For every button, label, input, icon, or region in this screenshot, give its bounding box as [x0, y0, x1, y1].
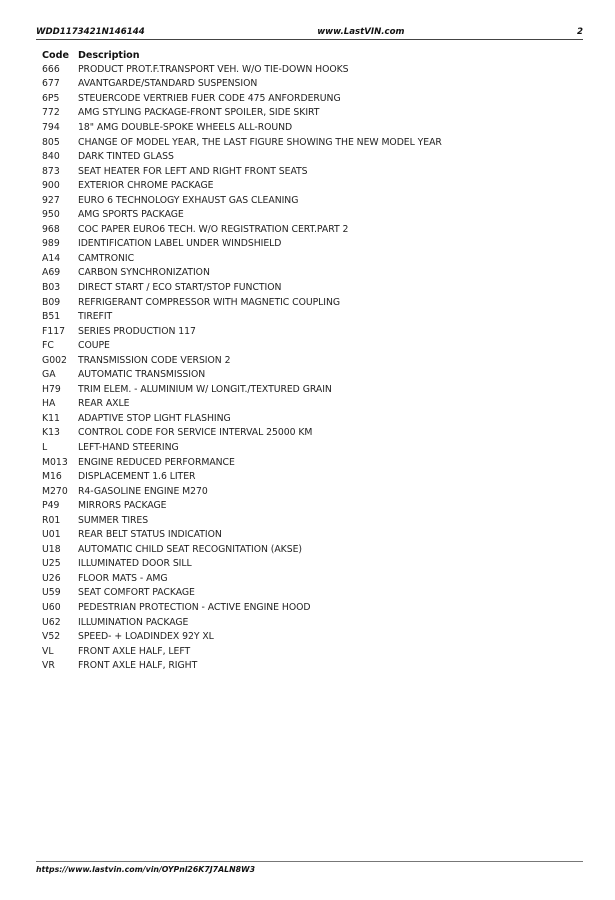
page-header [36, 26, 583, 38]
option-code: 968 [42, 223, 60, 235]
option-description: FLOOR MATS - AMG [78, 572, 168, 584]
option-code: 989 [42, 238, 60, 250]
option-code: G002 [42, 354, 67, 366]
table-row [42, 106, 582, 121]
option-description: SUMMER TIRES [78, 514, 149, 526]
option-code: 950 [42, 209, 60, 221]
option-code: U60 [42, 602, 61, 613]
table-row [42, 120, 582, 135]
option-code: U01 [42, 529, 61, 541]
footer-url[interactable]: https://www.lastvin.com/vin/OYPnl26K7J7ALN8W3 [36, 865, 256, 874]
table-row [42, 178, 582, 193]
option-code: K11 [42, 412, 60, 424]
option-code: 927 [42, 194, 60, 206]
table-row [42, 382, 582, 397]
table-row [42, 164, 582, 179]
table-row [42, 484, 582, 499]
table-row [42, 353, 582, 368]
option-description: PEDESTRIAN PROTECTION - ACTIVE ENGINE HOOD [78, 602, 311, 613]
option-code: U62 [42, 616, 61, 628]
table-row [42, 615, 582, 630]
table-row [42, 338, 582, 353]
option-code: M16 [42, 471, 62, 483]
table-row [42, 237, 582, 252]
header-site[interactable]: www.LastVIN.com [317, 27, 405, 37]
option-code: F117 [42, 325, 66, 337]
option-code: P49 [42, 500, 60, 512]
option-description: ADAPTIVE STOP LIGHT FLASHING [78, 412, 231, 424]
table-row [42, 77, 582, 92]
option-code: M013 [42, 456, 68, 468]
option-code: U59 [42, 587, 61, 599]
table-row [42, 193, 582, 208]
option-description: CAMTRONIC [78, 252, 135, 264]
table-row [42, 324, 582, 339]
option-description: CARBON SYNCHRONIZATION [78, 267, 210, 279]
option-code: B09 [42, 296, 61, 308]
option-description: SPEED- + LOADINDEX 92Y XL [78, 631, 214, 643]
table-row [42, 135, 582, 150]
table-row [42, 528, 582, 543]
option-code: FC [42, 340, 54, 352]
option-code: GA [42, 369, 56, 381]
option-description: FRONT AXLE HALF, RIGHT [78, 660, 198, 672]
option-description: DIRECT START / ECO START/STOP FUNCTION [78, 281, 282, 293]
table-body [42, 62, 582, 673]
option-description: EXTERIOR CHROME PACKAGE [78, 180, 214, 192]
option-code: VL [42, 645, 54, 657]
option-code: K13 [42, 427, 60, 439]
table-row [42, 149, 582, 164]
option-code: B51 [42, 311, 61, 323]
option-description: FRONT AXLE HALF, LEFT [78, 645, 191, 657]
table-row [42, 309, 582, 324]
option-description: STEUERCODE VERTRIEB FUER CODE 475 ANFORDERUNG [78, 92, 341, 104]
option-description: ENGINE REDUCED PERFORMANCE [78, 456, 235, 468]
options-table [42, 48, 582, 673]
option-description: AMG SPORTS PACKAGE [78, 209, 184, 221]
page-number: 2 [577, 27, 583, 37]
option-description: ILLUMINATION PACKAGE [78, 616, 189, 628]
header-vin: WDD1173421N146144 [36, 27, 145, 37]
option-description: DISPLACEMENT 1.6 LITER [78, 471, 196, 483]
table-row [42, 644, 582, 659]
option-description: COC PAPER EURO6 TECH. W/O REGISTRATION CERT.PART 2 [78, 223, 349, 235]
option-code: H79 [42, 383, 61, 395]
option-description: REAR AXLE [78, 398, 130, 410]
option-description: TRIM ELEM. - ALUMINIUM W/ LONGIT./TEXTURED GRAIN [78, 383, 332, 395]
table-row [42, 571, 582, 586]
option-code: 840 [42, 151, 60, 163]
option-code: U25 [42, 558, 61, 570]
table-row [42, 367, 582, 382]
table-row [42, 91, 582, 106]
option-code: A14 [42, 252, 61, 264]
option-code: 6P5 [42, 92, 60, 104]
option-description: COUPE [78, 340, 110, 352]
option-code: M270 [42, 485, 68, 497]
option-description: SERIES PRODUCTION 117 [78, 325, 196, 337]
option-description: DARK TINTED GLASS [78, 151, 174, 163]
option-code: VR [42, 660, 55, 672]
option-code: R01 [42, 514, 61, 526]
table-row [42, 586, 582, 601]
option-description: TIREFIT [78, 311, 113, 323]
option-code: B03 [42, 281, 61, 293]
option-description: 18" AMG DOUBLE-SPOKE WHEELS ALL-ROUND [78, 121, 293, 133]
option-description: LEFT-HAND STEERING [78, 441, 179, 453]
option-description: TRANSMISSION CODE VERSION 2 [78, 354, 231, 366]
option-code: 794 [42, 121, 60, 133]
option-code: HA [42, 398, 56, 410]
option-description: AMG STYLING PACKAGE-FRONT SPOILER, SIDE SKIRT [78, 107, 320, 119]
option-description: CHANGE OF MODEL YEAR, THE LAST FIGURE SHOWING THE NEW MODEL YEAR [78, 136, 442, 148]
option-code: A69 [42, 267, 61, 279]
option-code: U26 [42, 572, 61, 584]
option-code: 900 [42, 180, 60, 192]
table-row [42, 455, 582, 470]
option-code: 805 [42, 136, 60, 148]
table-row [42, 295, 582, 310]
option-code: U18 [42, 543, 61, 555]
option-code: 873 [42, 165, 60, 177]
option-code: L [42, 441, 48, 453]
table-row [42, 280, 582, 295]
table-row [42, 557, 582, 572]
option-code: V52 [42, 631, 61, 643]
table-header [42, 48, 582, 62]
option-description: AUTOMATIC CHILD SEAT RECOGNITATION (AKSE) [78, 543, 302, 555]
table-row [42, 207, 582, 222]
column-header-code: Code [42, 49, 70, 61]
option-code: 772 [42, 107, 60, 119]
option-description: PRODUCT PROT.F.TRANSPORT VEH. W/O TIE-DOWN HOOKS [78, 63, 349, 75]
table-row [42, 440, 582, 455]
option-description: REFRIGERANT COMPRESSOR WITH MAGNETIC COUPLING [78, 296, 341, 308]
option-description: SEAT HEATER FOR LEFT AND RIGHT FRONT SEATS [78, 165, 308, 177]
table-row [42, 629, 582, 644]
option-description: REAR BELT STATUS INDICATION [78, 529, 222, 541]
option-description: EURO 6 TECHNOLOGY EXHAUST GAS CLEANING [78, 194, 299, 206]
table-row [42, 469, 582, 484]
option-description: IDENTIFICATION LABEL UNDER WINDSHIELD [78, 238, 282, 250]
footer-divider [36, 861, 583, 862]
table-row [42, 266, 582, 281]
option-code: 666 [42, 63, 60, 75]
option-description: ILLUMINATED DOOR SILL [78, 558, 192, 570]
table-row [42, 222, 582, 237]
table-row [42, 513, 582, 528]
option-description: AVANTGARDE/STANDARD SUSPENSION [78, 78, 258, 90]
option-description: AUTOMATIC TRANSMISSION [78, 369, 206, 381]
table-row [42, 62, 582, 77]
table-row [42, 411, 582, 426]
option-code: 677 [42, 78, 60, 90]
table-row [42, 426, 582, 441]
option-description: SEAT COMFORT PACKAGE [78, 587, 195, 599]
table-row [42, 251, 582, 266]
table-row [42, 542, 582, 557]
table-row [42, 397, 582, 412]
column-header-description: Description [78, 49, 140, 61]
option-description: R4-GASOLINE ENGINE M270 [78, 485, 208, 497]
option-description: MIRRORS PACKAGE [78, 500, 167, 512]
table-row [42, 498, 582, 513]
header-divider [36, 39, 583, 40]
table-row [42, 600, 582, 615]
table-row [42, 658, 582, 673]
option-description: CONTROL CODE FOR SERVICE INTERVAL 25000 KM [78, 427, 313, 439]
